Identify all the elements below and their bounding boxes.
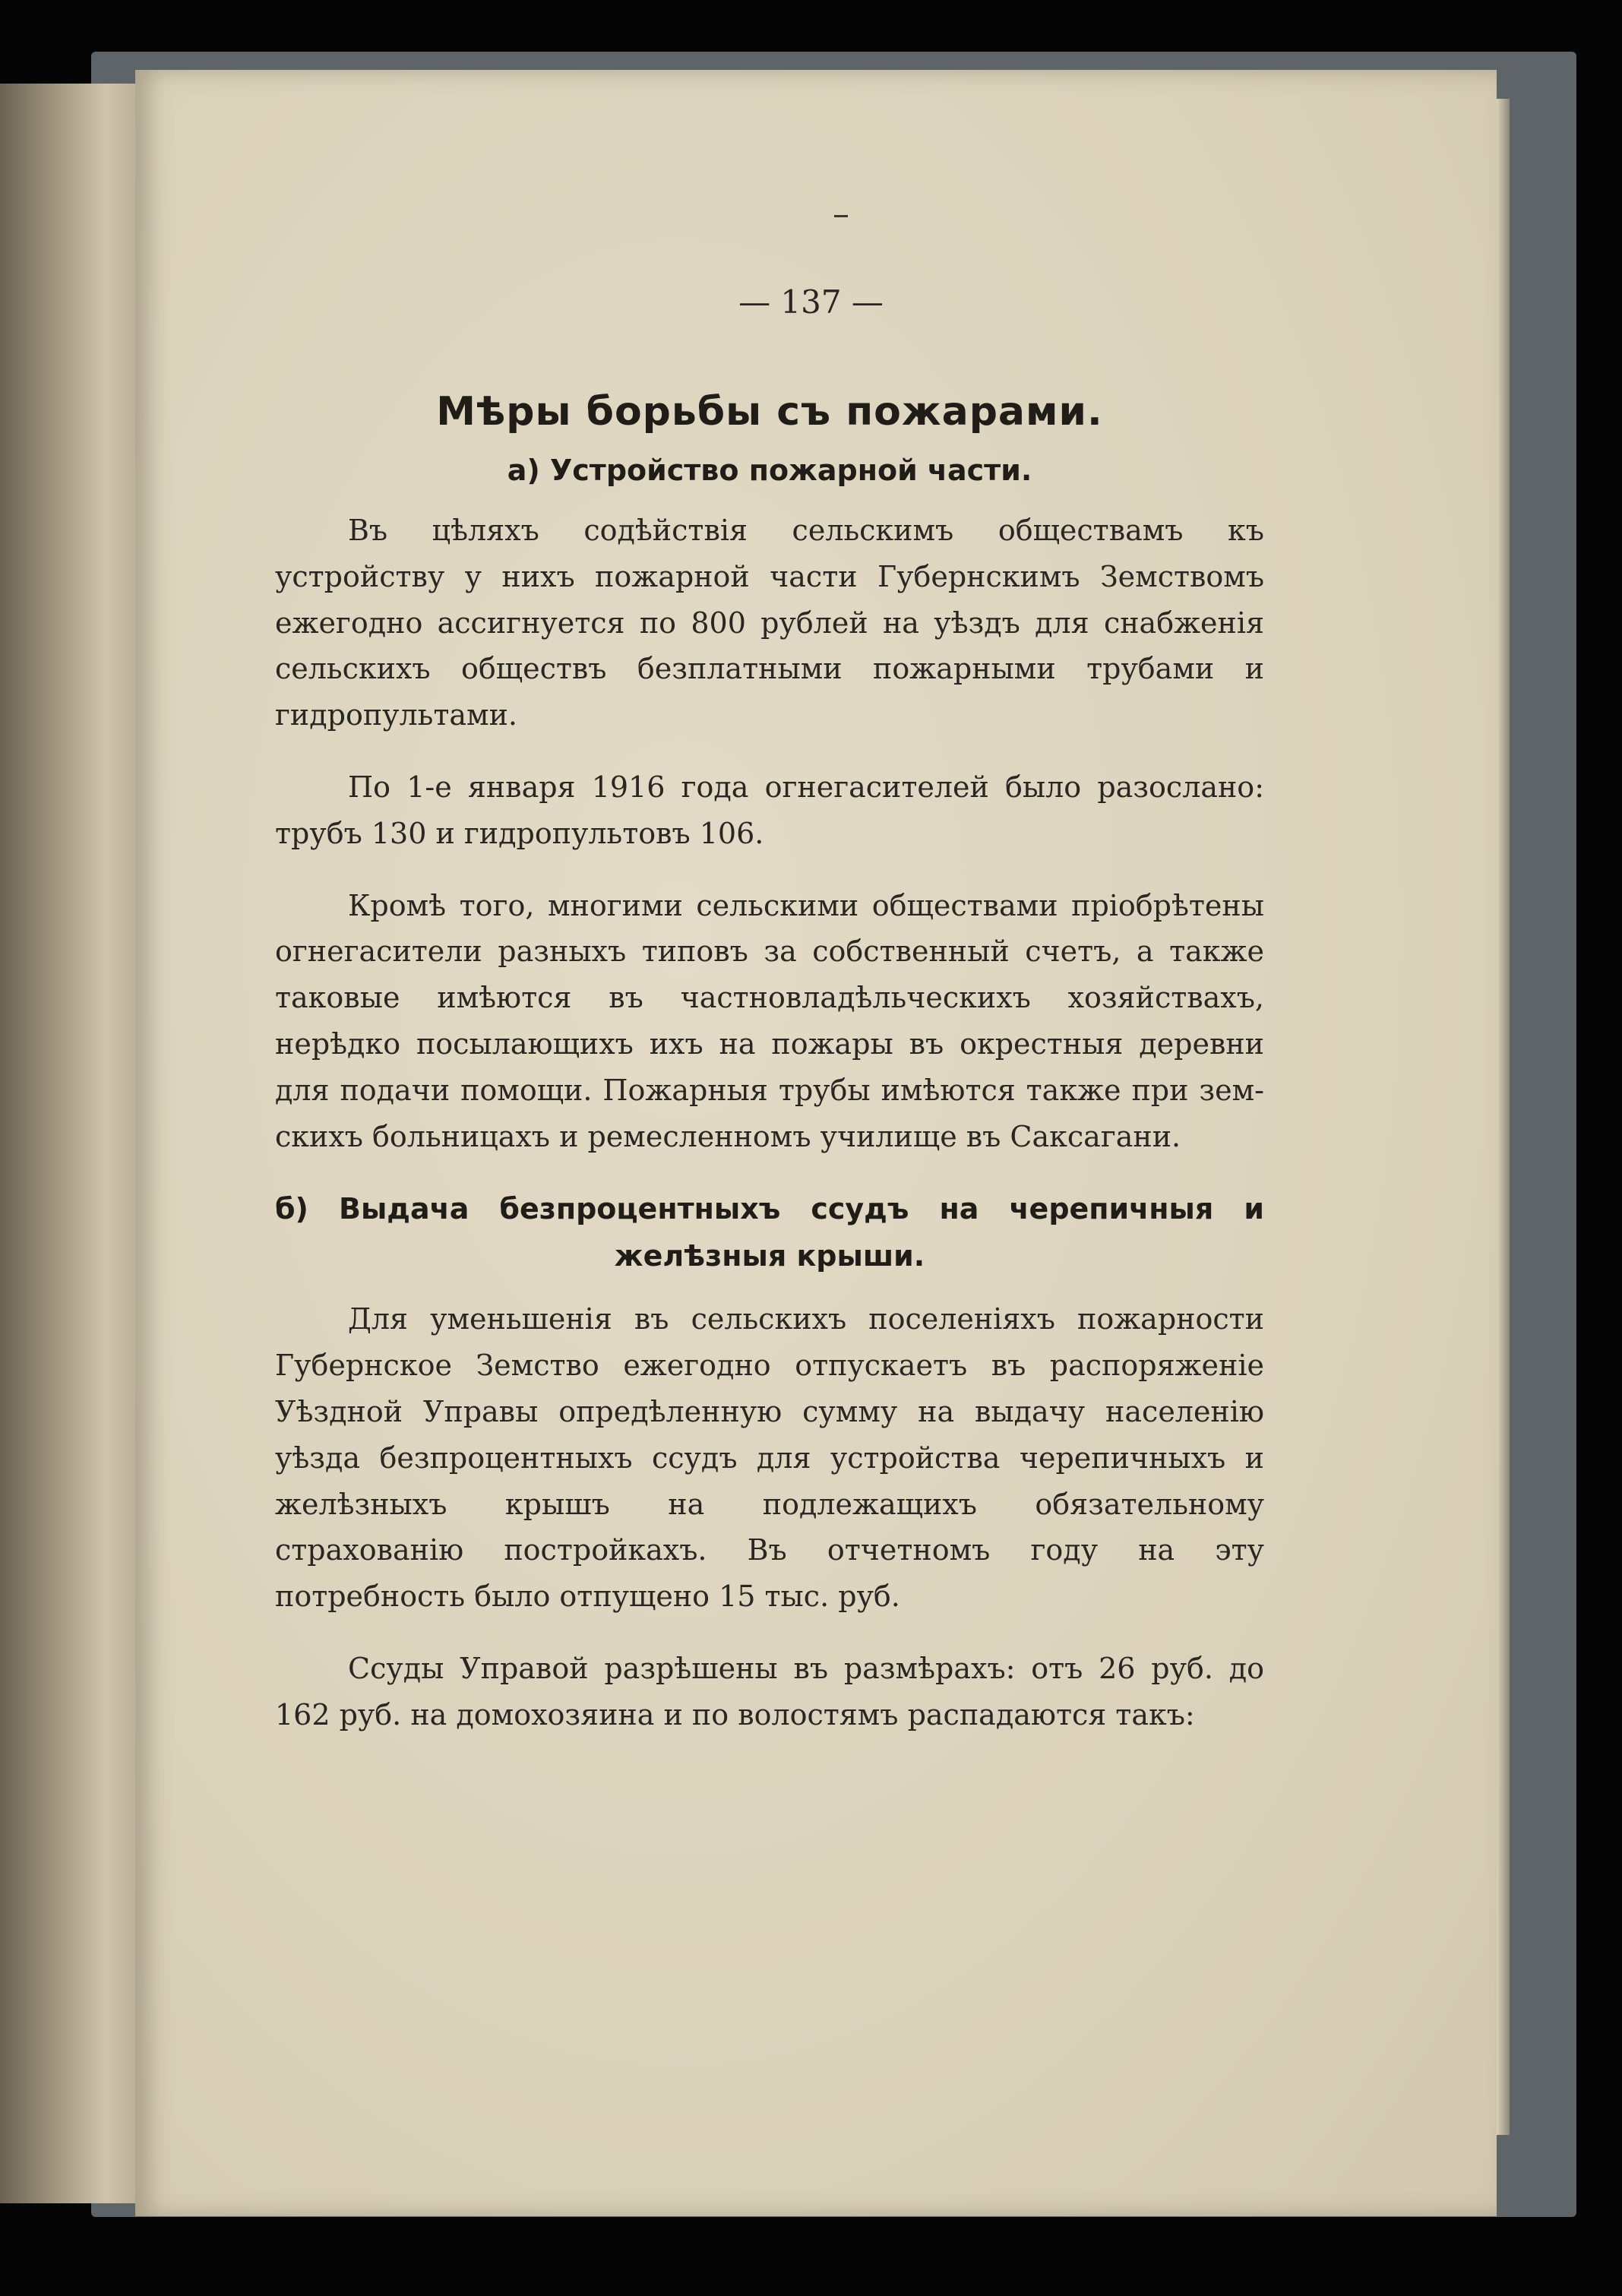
paragraph: По 1-е января 1916 года огнегасителей было разослано: трубъ 130 и гидропультовъ 106. xyxy=(275,770,1264,850)
ink-mark xyxy=(834,215,848,217)
page-number: — 137 — xyxy=(738,283,884,321)
previous-page-edge xyxy=(0,84,141,2203)
paragraph: Для уменьшенія въ сельскихъ поселеніяхъ пожарности Губернское Земство ежегодно отпускаетъ въ распоряженіе Уѣздной Управы опредѣленную сумму на выдачу населенію уѣзда безпроцентныхъ ссудъ для устройства черепичныхъ и желѣзныхъ крышъ на подлежащихъ обязательному страхованію постройкахъ. Въ отчетномъ году на эту потребность было отпущено 15 тыс. руб. xyxy=(275,1302,1264,1614)
paragraph: Кромѣ того, многими сельскими обществами пріобрѣтены огнегасители разныхъ типовъ за собственный счетъ, а также таковые имѣются въ частновладѣльческихъ хозяйствахъ, нерѣдко посылающихъ ихъ на пожары въ окрестныя деревни для подачи помощи. Пожарныя трубы имѣются также при земскихъ больницахъ и ремесленномъ училище въ Саксагани. xyxy=(275,888,1264,1153)
section-heading-b: б) Выдача безпроцентныхъ ссудъ на черепичныя и желѣзныя крыши. xyxy=(275,1192,1264,1273)
paragraph: Въ цѣляхъ содѣйствія сельскимъ обществамъ къ устройству у нихъ пожарной части Губернскимъ Земствомъ ежегодно ассигнуется по 800 рублей на уѣздъ для снабженія сельскихъ обществъ безплатными пожарными трубами и гидропультами. xyxy=(275,514,1264,732)
section-heading-a: а) Устройство пожарной части. xyxy=(507,454,1032,487)
paragraph: Ссуды Управой разрѣшены въ размѣрахъ: отъ 26 руб. до 162 руб. на домохозяина и по волостямъ распадаются такъ: xyxy=(275,1651,1264,1731)
page-title: Мѣры борьбы съ пожарами. xyxy=(436,389,1103,435)
text-block xyxy=(275,366,1264,1764)
